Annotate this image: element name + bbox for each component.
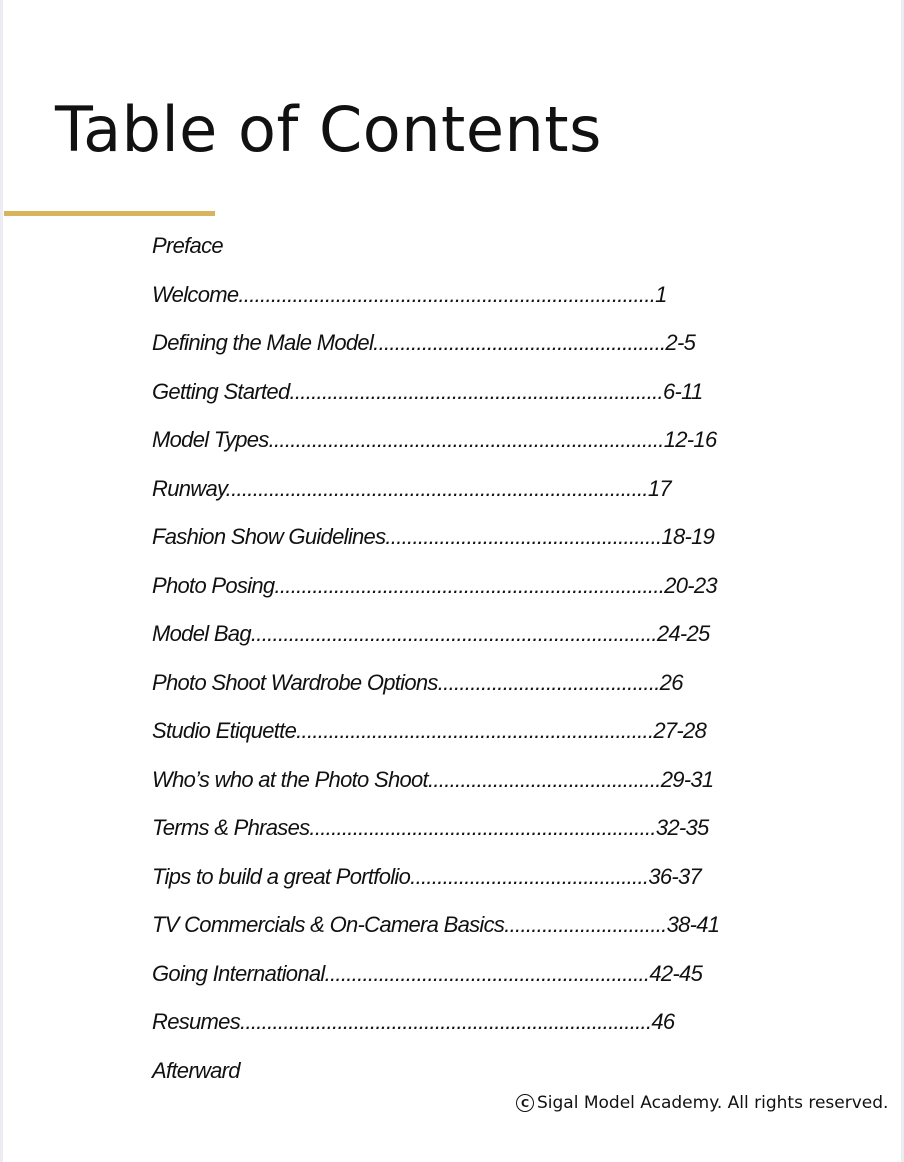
toc-entry-leader: .............................. xyxy=(504,912,667,937)
toc-entry-tv-commercials-on-camera-basics xyxy=(152,907,719,956)
toc-entry-resumes xyxy=(152,1004,719,1053)
toc-entry-leader: .................................................................. xyxy=(296,718,654,743)
toc-entry-leader: ............................................................ xyxy=(324,960,650,986)
toc-entry-pages: 29-31 xyxy=(660,766,714,792)
toc-entry-label: Fashion Show Guidelines xyxy=(152,524,386,549)
toc-entry-photo-shoot-wardrobe-options xyxy=(152,665,719,714)
toc-entry-leader: ......................................................................... xyxy=(268,427,664,452)
toc-entry-model-bag xyxy=(152,616,719,665)
toc-entry-pages: 18-19 xyxy=(661,524,715,549)
toc-entry-label: Studio Etiquette xyxy=(152,718,297,743)
toc-entry-label: Model Types xyxy=(152,427,269,452)
toc-entry-label: Terms & Phrases xyxy=(152,815,310,840)
toc-entry-leader: ............................................ xyxy=(410,863,649,889)
toc-entry-pages: 17 xyxy=(647,475,671,501)
toc-entry-welcome xyxy=(152,277,719,326)
toc-entry-leader: ......................................... xyxy=(437,669,660,695)
toc-entry-label: Going International xyxy=(152,960,325,986)
toc-entry-tips-to-build-a-great-portfolio xyxy=(152,859,719,908)
toc-entry-pages: 27-28 xyxy=(653,718,707,743)
toc-entry-preface xyxy=(152,228,719,277)
toc-entry-leader: ............................................................................. xyxy=(238,281,656,307)
page-title: Table of Contents xyxy=(55,93,602,166)
toc-entry-studio-etiquette xyxy=(152,713,719,762)
toc-entry-label: Afterward xyxy=(152,1057,240,1083)
toc-entry-leader: .............................................................................. xyxy=(225,475,648,501)
toc-entry-pages: 42-45 xyxy=(649,960,703,986)
toc-entry-label: Getting Started xyxy=(152,378,290,404)
toc-entry-label: Photo Shoot Wardrobe Options xyxy=(152,669,438,695)
toc-entry-model-types xyxy=(152,422,719,471)
toc-entry-leader: ................................................... xyxy=(385,524,662,549)
toc-entry-label: Preface xyxy=(152,233,223,258)
table-of-contents xyxy=(152,228,719,1101)
toc-entry-pages: 6-11 xyxy=(662,378,703,404)
toc-entry-pages: 1 xyxy=(655,281,667,307)
toc-entry-photo-posing xyxy=(152,568,719,617)
toc-entry-terms-and-phrases xyxy=(152,810,719,859)
toc-entry-runway xyxy=(152,471,719,520)
copyright-icon: C xyxy=(516,1094,534,1112)
toc-entry-pages: 24-25 xyxy=(656,621,710,646)
toc-entry-going-international xyxy=(152,956,719,1005)
toc-entry-fashion-show-guidelines xyxy=(152,519,719,568)
title-underline-rule xyxy=(4,211,215,216)
toc-entry-pages: 2-5 xyxy=(665,330,696,355)
toc-entry-getting-started xyxy=(152,374,719,423)
toc-entry-label: TV Commercials & On-Camera Basics xyxy=(152,912,505,937)
toc-entry-pages: 26 xyxy=(659,669,683,695)
toc-entry-label: Runway xyxy=(152,475,226,501)
toc-entry-label: Resumes xyxy=(152,1009,241,1034)
toc-entry-label: Welcome xyxy=(152,281,239,307)
toc-entry-label: Who’s who at the Photo Shoot xyxy=(152,766,428,792)
page-left-edge xyxy=(0,0,3,1162)
toc-entry-defining-the-male-model xyxy=(152,325,719,374)
toc-entry-leader: ...................................................... xyxy=(373,330,666,355)
copyright-text: Sigal Model Academy. All rights reserved. xyxy=(537,1093,889,1113)
toc-entry-label: Tips to build a great Portfolio xyxy=(152,863,411,889)
toc-entry-leader: ............................................................................ xyxy=(240,1009,652,1034)
toc-entry-pages: 46 xyxy=(651,1009,675,1034)
toc-entry-pages: 12-16 xyxy=(663,427,717,452)
toc-entry-label: Photo Posing xyxy=(152,572,275,598)
toc-entry-leader: ........................................................................... xyxy=(250,621,657,646)
toc-entry-label: Defining the Male Model xyxy=(152,330,374,355)
toc-entry-pages: 36-37 xyxy=(648,863,702,889)
copyright-footer xyxy=(516,1093,888,1113)
toc-entry-pages: 32-35 xyxy=(655,815,709,840)
toc-entry-whos-who-at-the-photo-shoot xyxy=(152,762,719,811)
toc-entry-pages: 20-23 xyxy=(664,572,717,598)
toc-entry-label: Model Bag xyxy=(152,621,251,646)
toc-entry-leader: ........................................................................ xyxy=(274,572,665,598)
toc-entry-leader: ................................................................ xyxy=(309,815,656,840)
toc-entry-leader: ..................................................................... xyxy=(289,378,663,404)
toc-entry-leader: ........................................... xyxy=(427,766,661,792)
toc-entry-pages: 38-41 xyxy=(666,912,720,937)
